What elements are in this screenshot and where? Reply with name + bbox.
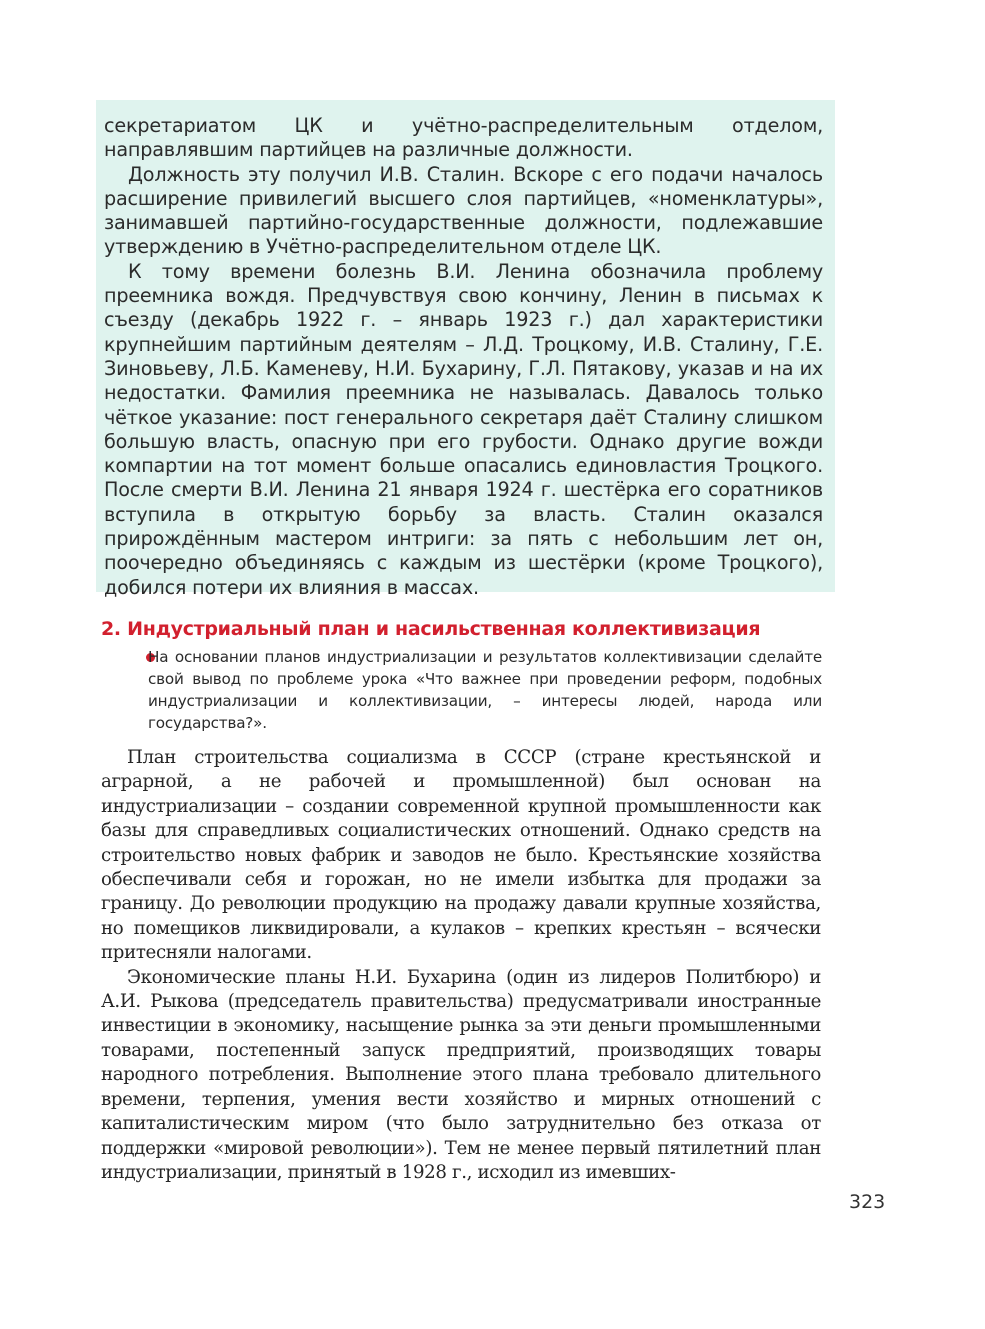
- box-paragraph-3: К тому времени болезнь В.И. Ленина обозначила проблему преемника вождя. Предчувствуя свою кончину, Ленин в письмах к съезду (декабрь 1922 г. – январь 1923 г.) дал характеристики крупнейшим партийным деятелям – Л.Д. Троцкому, И.В. Сталину, Г.Е. Зиновьеву, Л.Б. Каменеву, Н.И. Бухарину, Г.Л. Пятакову, указав и на их недостатки. Фамилия преемника не называлась. Давалось только чёткое указание: пост генерального секретаря даёт Сталину слишком большую власть, опасную при его грубости. Однако другие вожди компартии на тот момент больше опасались единовластия Троцкого. После смерти В.И. Ленина 21 января 1924 г. шестёрка его соратников вступила в открытую борьбу за власть. Сталин оказался прирождённым мастером интриги: за пять с небольшим лет он, поочередно объединяясь с каждым из шестёрки (кроме Троцкого), добился потери их влияния в массах.: [104, 259, 823, 599]
- page-number: 323: [849, 1191, 886, 1213]
- box-paragraph-1: секретариатом ЦК и учётно-распределительным отделом, направлявшим партийцев на различные должности.: [104, 114, 823, 162]
- box-paragraph-2: Должность эту получил И.В. Сталин. Вскоре с его подачи началось расширение привилегий высшего слоя партийцев, «номенклатуры», занимавшей партийно-государственные должности, подлежавшие утверждению в Учётно-распределительном отделе ЦК.: [104, 162, 823, 259]
- highlight-box: [96, 100, 835, 599]
- task-text: На основании планов индустриализации и результатов коллективизации сделайте свой вывод по проблеме урока «Что важнее при проведении реформ, подобных индустриализации и коллективизации, – интересы людей, народа или государства?».: [148, 648, 822, 732]
- main-paragraph-2: Экономические планы Н.И. Бухарина (один из лидеров Политбюро) и А.И. Рыкова (председатель правительства) предусматривали иностранные инвестиции в экономику, насыщение рынка за эти деньги промышленными товарами, постепенный запуск предприятий, производящих товары народного потребления. Выполнение этого плана требовало длительного времени, терпения, умения вести хозяйство и мирных отношений с капиталистическим миром (что было затруднительно без отказа от поддержки «мировой революции»). Тем не менее первый пятилетний план индустриализации, принятый в 1928 г., исходил из имевших-: [101, 966, 821, 1183]
- main-text: [101, 746, 821, 1185]
- section-heading: 2. Индустриальный план и насильственная коллективизация: [101, 618, 761, 640]
- main-paragraph-1: План строительства социализма в СССР (стране крестьянской и аграрной, а не рабочей и промышленной) был основан на индустриализации – создании современной крупной промышленности как базы для справедливых социалистических отношений. Однако средств на строительство новых фабрик и заводов не было. Крестьянские хозяйства обеспечивали себя и горожан, но не имели избытка для продажи за границу. До революции продукцию на продажу давали крупные хозяйства, но помещиков ликвидировали, а кулаков – крепких крестьян – всячески притесняли налогами.: [101, 747, 821, 964]
